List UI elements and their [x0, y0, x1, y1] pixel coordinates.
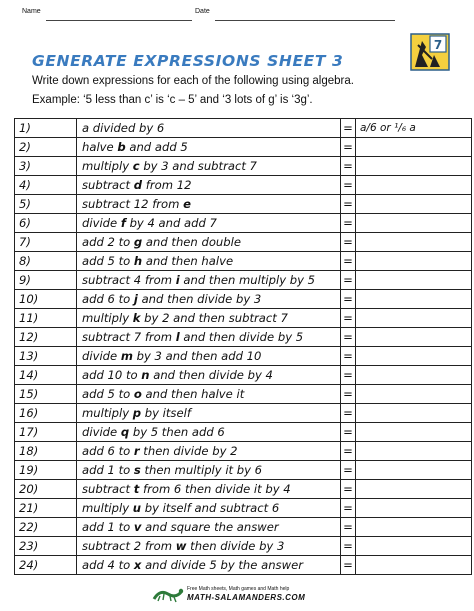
question-number: 15) — [15, 385, 77, 404]
question-text-end: from 6 then divide it by 4 — [139, 482, 291, 496]
question-number: 2) — [15, 138, 77, 157]
question-text-end: by 3 and then add 10 — [132, 349, 262, 363]
equals-sign: = — [341, 404, 356, 423]
question-variable: n — [141, 368, 150, 382]
answer-cell[interactable] — [356, 233, 472, 252]
question-text — [77, 176, 341, 195]
question-text — [77, 499, 341, 518]
question-variable: e — [183, 197, 192, 211]
question-text-end: and then divide by 5 — [179, 330, 304, 344]
question-variable: w — [175, 539, 187, 553]
question-variable: j — [133, 292, 138, 306]
question-number: 5) — [15, 195, 77, 214]
question-text-start: divide — [82, 349, 121, 363]
question-text-start: multiply — [82, 159, 133, 173]
question-text-start: add 1 to — [82, 463, 134, 477]
answer-cell[interactable] — [356, 442, 472, 461]
question-variable: d — [133, 178, 143, 192]
question-text-end: then divide by 2 — [139, 444, 238, 458]
question-text-end: and square the answer — [141, 520, 279, 534]
question-variable: u — [132, 501, 142, 515]
question-text-start: divide — [82, 216, 121, 230]
table-row — [15, 214, 472, 233]
question-variable: g — [133, 235, 143, 249]
question-text — [77, 556, 341, 575]
question-variable: k — [132, 311, 141, 325]
equals-sign: = — [341, 347, 356, 366]
question-text-start: multiply — [82, 501, 133, 515]
table-row — [15, 195, 472, 214]
question-text-start: add 2 to — [82, 235, 134, 249]
question-text — [77, 195, 341, 214]
question-text-end: by 4 and add 7 — [125, 216, 217, 230]
question-number: 10) — [15, 290, 77, 309]
question-text-start: subtract 2 from — [82, 539, 176, 553]
answer-cell[interactable] — [356, 271, 472, 290]
answer-cell[interactable] — [356, 176, 472, 195]
question-number: 4) — [15, 176, 77, 195]
date-label: Date — [195, 8, 210, 15]
answer-cell[interactable] — [356, 499, 472, 518]
table-row — [15, 537, 472, 556]
equals-sign: = — [341, 518, 356, 537]
question-number: 18) — [15, 442, 77, 461]
table-row — [15, 233, 472, 252]
question-variable: p — [132, 406, 142, 420]
question-variable: i — [175, 273, 180, 287]
equals-sign: = — [341, 138, 356, 157]
question-variable: v — [133, 520, 142, 534]
name-label: Name — [22, 8, 41, 15]
question-text-end: and then divide by 3 — [137, 292, 262, 306]
question-number: 19) — [15, 461, 77, 480]
table-row — [15, 252, 472, 271]
question-variable: t — [133, 482, 140, 496]
question-text-start: divide — [82, 425, 121, 439]
question-text-end: then multiply it by 6 — [140, 463, 263, 477]
question-text — [77, 518, 341, 537]
equals-sign: = — [341, 328, 356, 347]
question-text-end: and then divide by 4 — [149, 368, 273, 382]
table-row — [15, 499, 472, 518]
equals-sign: = — [341, 157, 356, 176]
question-text-start: subtract — [82, 482, 134, 496]
footer-tagline: Free Math sheets, Math games and Math help — [187, 586, 290, 592]
question-text-start: add 5 to — [82, 254, 134, 268]
equals-sign: = — [341, 537, 356, 556]
table-row — [15, 385, 472, 404]
table-row — [15, 328, 472, 347]
question-text-start: add 5 to — [82, 387, 134, 401]
question-text-start: add 6 to — [82, 292, 134, 306]
question-number: 12) — [15, 328, 77, 347]
answer-cell[interactable] — [356, 138, 472, 157]
table-row — [15, 271, 472, 290]
question-text-start: a divided by 6 — [82, 121, 165, 135]
question-text-end: and then double — [142, 235, 241, 249]
question-number: 16) — [15, 404, 77, 423]
question-text — [77, 347, 341, 366]
equals-sign: = — [341, 233, 356, 252]
footer-brand-name: MATH-SALAMANDERS.COM — [187, 593, 306, 602]
question-number: 6) — [15, 214, 77, 233]
equals-sign: = — [341, 309, 356, 328]
salamander-grade-badge-icon — [410, 33, 450, 71]
equals-sign: = — [341, 290, 356, 309]
question-number: 24) — [15, 556, 77, 575]
question-text — [77, 423, 341, 442]
question-text-start: add 4 to — [82, 558, 134, 572]
grade-number: 7 — [433, 38, 443, 52]
question-text — [77, 271, 341, 290]
question-number: 22) — [15, 518, 77, 537]
question-text — [77, 233, 341, 252]
question-number: 13) — [15, 347, 77, 366]
question-variable: c — [132, 159, 140, 173]
table-row — [15, 442, 472, 461]
question-variable: f — [120, 216, 126, 230]
table-row — [15, 423, 472, 442]
table-row — [15, 138, 472, 157]
question-number: 8) — [15, 252, 77, 271]
answer-cell[interactable] — [356, 385, 472, 404]
question-variable: q — [120, 425, 130, 439]
answer-cell[interactable] — [356, 556, 472, 575]
equals-sign: = — [341, 214, 356, 233]
table-row — [15, 290, 472, 309]
table-row — [15, 309, 472, 328]
question-text — [77, 442, 341, 461]
answer-cell[interactable]: a/6 or ¹/₆ a — [356, 119, 472, 138]
question-text — [77, 328, 341, 347]
question-text-start: halve — [82, 140, 118, 154]
question-number: 7) — [15, 233, 77, 252]
question-text — [77, 404, 341, 423]
equals-sign: = — [341, 195, 356, 214]
question-text-start: subtract 4 from — [82, 273, 176, 287]
question-text-end: by 2 and then subtract 7 — [140, 311, 288, 325]
question-text — [77, 290, 341, 309]
footer-brand — [152, 584, 312, 606]
question-text-start: subtract — [82, 178, 134, 192]
equals-sign: = — [341, 442, 356, 461]
question-text — [77, 480, 341, 499]
question-text-end: and then halve it — [141, 387, 245, 401]
question-variable: h — [133, 254, 143, 268]
equals-sign: = — [341, 119, 356, 138]
equals-sign: = — [341, 423, 356, 442]
question-text-end: by itself and subtract 6 — [141, 501, 280, 515]
equals-sign: = — [341, 252, 356, 271]
question-text — [77, 157, 341, 176]
question-variable: o — [133, 387, 142, 401]
equals-sign: = — [341, 176, 356, 195]
page-title: GENERATE EXPRESSIONS SHEET 3 — [32, 52, 344, 70]
question-number: 9) — [15, 271, 77, 290]
equals-sign: = — [341, 461, 356, 480]
instruction-text: Write down expressions for each of the following using algebra. — [32, 75, 354, 87]
date-line[interactable] — [215, 20, 395, 21]
question-variable: r — [133, 444, 140, 458]
answer-cell[interactable] — [356, 537, 472, 556]
answer-cell[interactable] — [356, 157, 472, 176]
equals-sign: = — [341, 480, 356, 499]
example-text: Example: ‘5 less than c’ is ‘c – 5’ and ‘3 lots of g’ is ‘3g’. — [32, 94, 313, 106]
question-number: 11) — [15, 309, 77, 328]
question-text — [77, 385, 341, 404]
equals-sign: = — [341, 385, 356, 404]
table-row — [15, 176, 472, 195]
answer-cell[interactable] — [356, 347, 472, 366]
question-variable: m — [120, 349, 133, 363]
equals-sign: = — [341, 556, 356, 575]
table-row — [15, 480, 472, 499]
table-row — [15, 518, 472, 537]
question-text — [77, 461, 341, 480]
question-text-end: and then multiply by 5 — [179, 273, 316, 287]
question-text-start: subtract 12 from — [82, 197, 184, 211]
question-text-end: then divide by 3 — [186, 539, 285, 553]
question-text-start: add 6 to — [82, 444, 134, 458]
question-text-end: by 5 then add 6 — [129, 425, 225, 439]
question-variable: s — [133, 463, 141, 477]
question-text — [77, 214, 341, 233]
answer-cell[interactable] — [356, 252, 472, 271]
question-variable: b — [117, 140, 126, 154]
question-number: 3) — [15, 157, 77, 176]
answer-cell[interactable] — [356, 290, 472, 309]
question-text — [77, 252, 341, 271]
answer-cell[interactable] — [356, 518, 472, 537]
name-line[interactable] — [46, 20, 192, 21]
question-number: 17) — [15, 423, 77, 442]
question-text-end: by 3 and subtract 7 — [139, 159, 257, 173]
question-text-start: multiply — [82, 406, 133, 420]
answer-cell[interactable] — [356, 480, 472, 499]
question-number: 14) — [15, 366, 77, 385]
question-table — [14, 118, 472, 575]
table-row — [15, 157, 472, 176]
answer-cell[interactable] — [356, 328, 472, 347]
answer-cell[interactable] — [356, 309, 472, 328]
question-text-end: by itself — [141, 406, 191, 420]
question-text-end: and add 5 — [125, 140, 188, 154]
equals-sign: = — [341, 271, 356, 290]
table-row — [15, 347, 472, 366]
question-text-start: subtract 7 from — [82, 330, 176, 344]
equals-sign: = — [341, 499, 356, 518]
answer-cell[interactable] — [356, 461, 472, 480]
question-number: 21) — [15, 499, 77, 518]
table-row — [15, 404, 472, 423]
question-text — [77, 537, 341, 556]
question-number: 23) — [15, 537, 77, 556]
question-text — [77, 366, 341, 385]
answer-cell[interactable] — [356, 404, 472, 423]
salamander-logo-icon — [152, 585, 184, 605]
table-row — [15, 556, 472, 575]
equals-sign: = — [341, 366, 356, 385]
answer-cell[interactable] — [356, 214, 472, 233]
question-number: 20) — [15, 480, 77, 499]
answer-cell[interactable] — [356, 366, 472, 385]
table-row — [15, 119, 472, 138]
question-text — [77, 309, 341, 328]
question-text — [77, 138, 341, 157]
answer-cell[interactable] — [356, 423, 472, 442]
question-text-start: add 1 to — [82, 520, 134, 534]
answer-cell[interactable] — [356, 195, 472, 214]
question-text-start: multiply — [82, 311, 133, 325]
question-text-start: add 10 to — [82, 368, 142, 382]
question-text-end: and then halve — [142, 254, 234, 268]
question-number: 1) — [15, 119, 77, 138]
question-variable: l — [175, 330, 180, 344]
question-text-end: from 12 — [142, 178, 192, 192]
question-text-end: and divide 5 by the answer — [141, 558, 303, 572]
question-variable: x — [133, 558, 142, 572]
table-row — [15, 461, 472, 480]
question-text — [77, 119, 341, 138]
table-row — [15, 366, 472, 385]
